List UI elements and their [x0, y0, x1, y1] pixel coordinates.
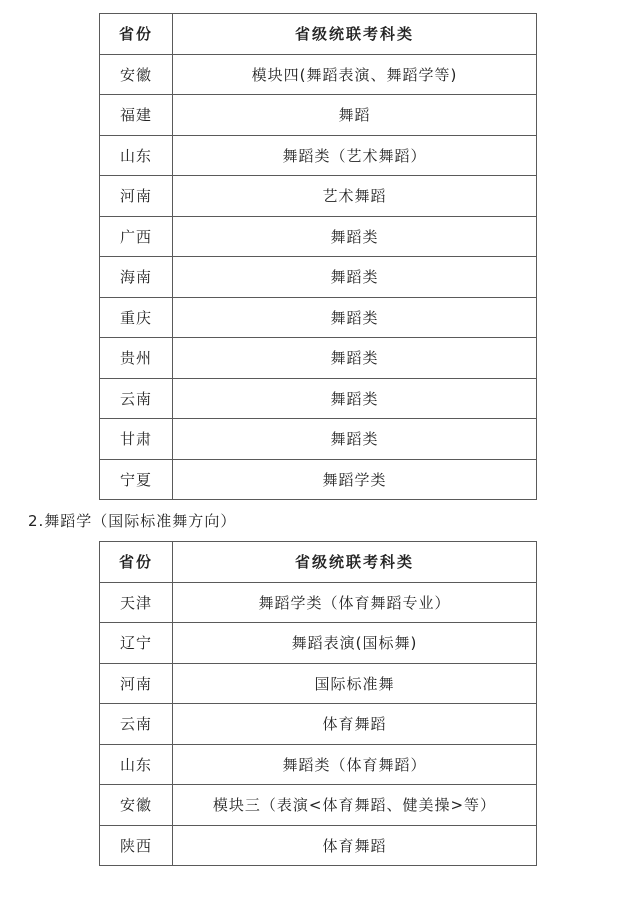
cell-exam-category: 舞蹈类 — [173, 338, 537, 379]
table-row — [100, 338, 537, 379]
cell-province: 海南 — [100, 257, 173, 298]
cell-exam-category: 舞蹈类（体育舞蹈） — [173, 744, 537, 785]
cell-province: 辽宁 — [100, 623, 173, 664]
cell-exam-category: 舞蹈类 — [173, 297, 537, 338]
table-row — [100, 257, 537, 298]
cell-province: 陕西 — [100, 825, 173, 866]
cell-exam-category: 模块三（表演<体育舞蹈、健美操>等） — [173, 785, 537, 826]
cell-province: 河南 — [100, 663, 173, 704]
cell-exam-category: 舞蹈类 — [173, 257, 537, 298]
column-header-province: 省份 — [100, 14, 173, 55]
cell-exam-category: 舞蹈学类 — [173, 459, 537, 500]
cell-province: 安徽 — [100, 785, 173, 826]
cell-province: 甘肃 — [100, 419, 173, 460]
table-header-row — [100, 14, 537, 55]
cell-province: 安徽 — [100, 54, 173, 95]
cell-exam-category: 舞蹈类 — [173, 216, 537, 257]
table-row — [100, 582, 537, 623]
cell-exam-category: 舞蹈类 — [173, 419, 537, 460]
cell-exam-category: 舞蹈类（艺术舞蹈） — [173, 135, 537, 176]
cell-exam-category: 舞蹈类 — [173, 378, 537, 419]
table-row — [100, 825, 537, 866]
table-row — [100, 54, 537, 95]
cell-province: 山东 — [100, 135, 173, 176]
cell-province: 贵州 — [100, 338, 173, 379]
table-row — [100, 704, 537, 745]
cell-province: 宁夏 — [100, 459, 173, 500]
cell-exam-category: 舞蹈学类（体育舞蹈专业） — [173, 582, 537, 623]
table-row — [100, 135, 537, 176]
table-row — [100, 459, 537, 500]
table-row — [100, 297, 537, 338]
table-art-dance — [99, 13, 537, 500]
table-row — [100, 623, 537, 664]
cell-province: 云南 — [100, 704, 173, 745]
cell-province: 广西 — [100, 216, 173, 257]
cell-province: 山东 — [100, 744, 173, 785]
cell-province: 福建 — [100, 95, 173, 136]
column-header-exam-category: 省级统联考科类 — [173, 14, 537, 55]
column-header-province: 省份 — [100, 542, 173, 583]
cell-exam-category: 体育舞蹈 — [173, 704, 537, 745]
table-row — [100, 176, 537, 217]
table-row — [100, 378, 537, 419]
cell-exam-category: 模块四(舞蹈表演、舞蹈学等) — [173, 54, 537, 95]
table-row — [100, 663, 537, 704]
table-ballroom-dance — [99, 541, 537, 866]
cell-province: 重庆 — [100, 297, 173, 338]
cell-exam-category: 体育舞蹈 — [173, 825, 537, 866]
table-header-row — [100, 542, 537, 583]
cell-exam-category: 艺术舞蹈 — [173, 176, 537, 217]
cell-exam-category: 国际标准舞 — [173, 663, 537, 704]
table-row — [100, 95, 537, 136]
column-header-exam-category: 省级统联考科类 — [173, 542, 537, 583]
table-row — [100, 419, 537, 460]
section-heading: 2.舞蹈学（国际标准舞方向） — [28, 512, 237, 530]
cell-province: 河南 — [100, 176, 173, 217]
cell-province: 云南 — [100, 378, 173, 419]
table-row — [100, 744, 537, 785]
table-row — [100, 785, 537, 826]
table-row — [100, 216, 537, 257]
cell-province: 天津 — [100, 582, 173, 623]
cell-exam-category: 舞蹈 — [173, 95, 537, 136]
cell-exam-category: 舞蹈表演(国标舞) — [173, 623, 537, 664]
